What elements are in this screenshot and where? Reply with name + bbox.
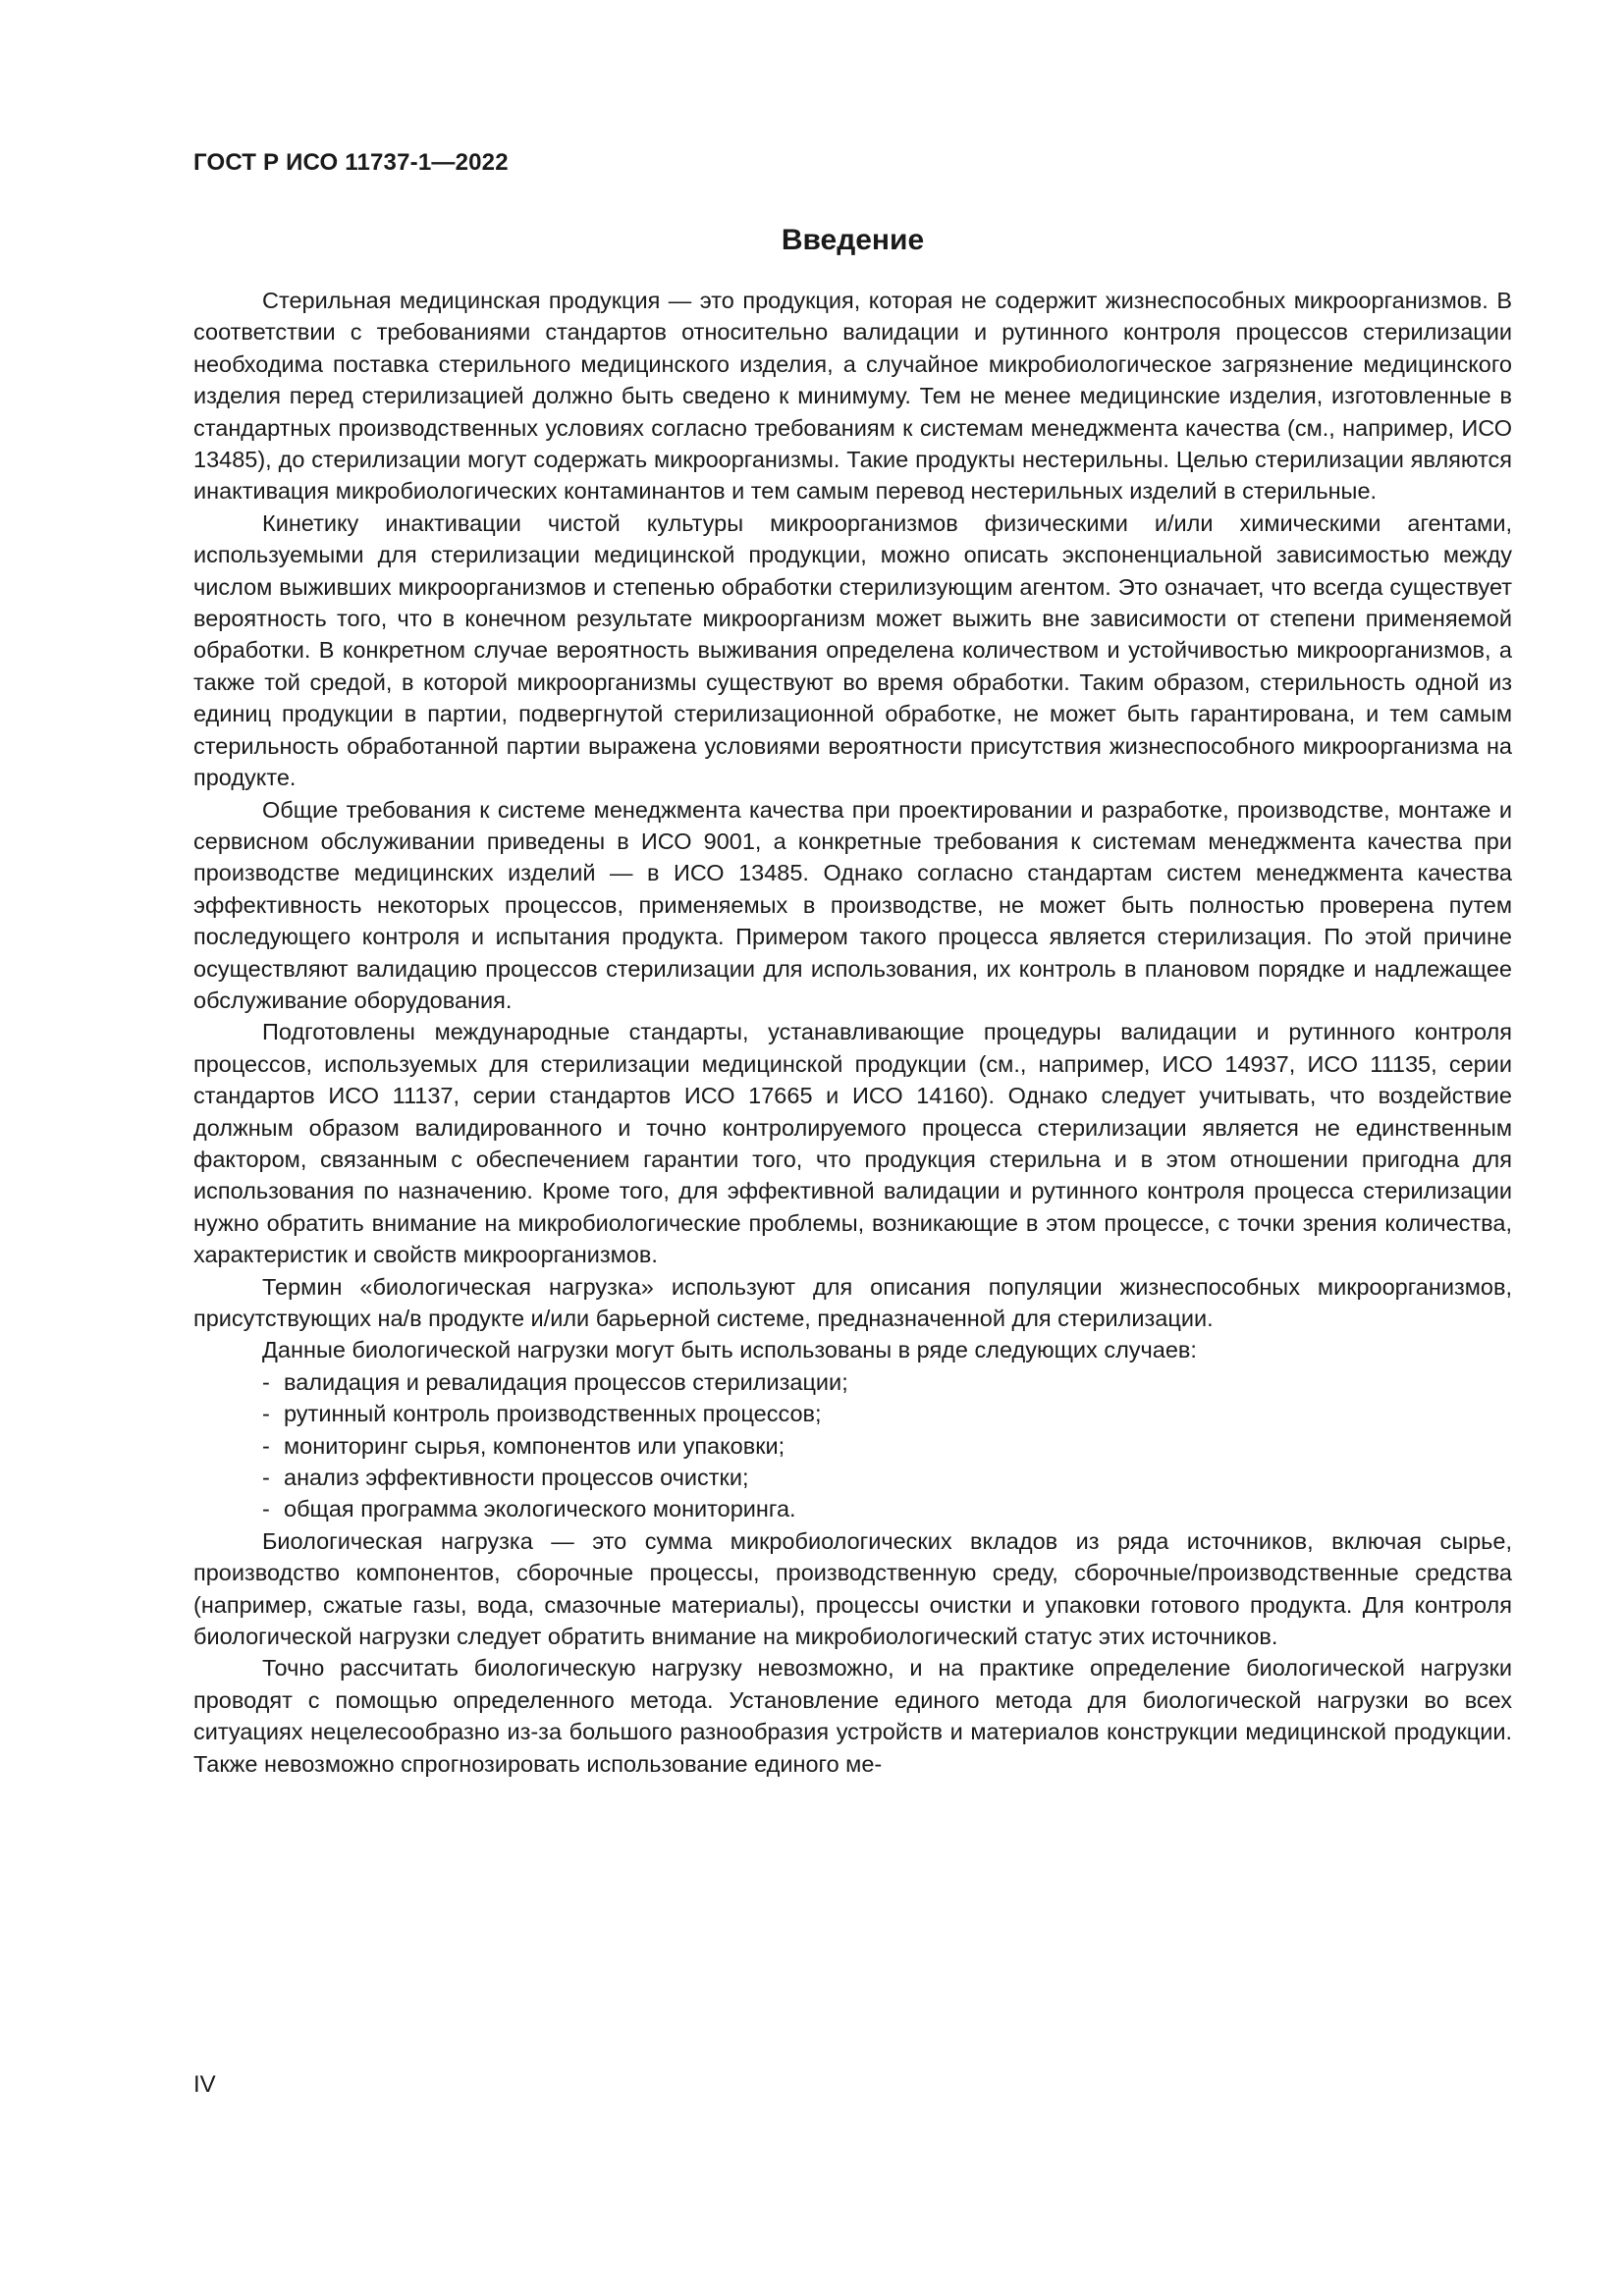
page-number: IV [193, 2071, 216, 2098]
paragraph: Кинетику инактивации чистой культуры микроорганизмов физическими и/или химическими агентами, используемыми для стерилизации медицинской продукции, можно описать экспоненциальной зависимостью между числом выживших микроорганизмов и степенью обработки стерилизующим агентом. Это означает, что всегда существует вероятность того, что в конечном результате микроорганизм может выжить вне зависимости от степени применяемой обработки. В конкретном случае вероятность выживания определена количеством и устойчивостью микроорганизмов, а также той средой, в которой микроорганизмы существуют во время обработки. Таким образом, стерильность одной из единиц продукции в партии, подвергнутой стерилизационной обработке, не может быть гарантирована, и тем самым стерильность обработанной партии выражена условиями вероятности присутствия жизнеспособного микроорганизма на продукте. [193, 509, 1512, 791]
body-text [193, 285, 1512, 1780]
list-item: - анализ эффективности процессов очистки; [262, 1462, 1512, 1493]
paragraph: Точно рассчитать биологическую нагрузку невозможно, и на практике определение биологической нагрузки проводят с помощью определенного метода. Установление единого метода для биологической нагрузки во всех ситуациях нецелесообразно из-за большого разнообразия устройств и материалов конструкции медицинской продукции. Также невозможно спрогнозировать использование единого ме- [193, 1655, 1512, 1777]
paragraph: Биологическая нагрузка — это сумма микробиологических вкладов из ряда источников, включая сырье, производство компонентов, сборочные процессы, производственную среду, сборочные/производственные средства (например, сжатые газы, вода, смазочные материалы), процессы очистки и упаковки готового продукта. Для контроля биологической нагрузки следует обратить внимание на микробиологический статус этих источников. [193, 1527, 1512, 1650]
list-item: - общая программа экологического мониторинга. [262, 1493, 1512, 1524]
paragraph: Общие требования к системе менеджмента качества при проектировании и разработке, производстве, монтаже и сервисном обслуживании приведены в ИСО 9001, а конкретные требования к системам менеджмента качества при производстве медицинских изделий — в ИСО 13485. Однако согласно стандартам систем менеджмента качества эффективность некоторых процессов, применяемых в производстве, не может быть полностью проверена путем последующего контроля и испытания продукта. Примером такого процесса является стерилизация. По этой причине осуществляют валидацию процессов стерилизации для использования, их контроль в плановом порядке и надлежащее обслуживание оборудования. [193, 796, 1512, 1013]
usage-list [193, 1366, 1512, 1525]
list-item: - валидация и ревалидация процессов стерилизации; [262, 1366, 1512, 1398]
paragraph: Данные биологической нагрузки могут быть использованы в ряде следующих случаев: [262, 1337, 1197, 1363]
paragraph: Подготовлены международные стандарты, устанавливающие процедуры валидации и рутинного контроля процессов, используемых для стерилизации медицинской продукции (см., например, ИСО 14937, ИСО 11135, серии стандартов ИСО 11137, серии стандартов ИСО 17665 и ИСО 14160). Однако следует учитывать, что воздействие должным образом валидированного и точно контролируемого процесса стерилизации является не единственным фактором, связанным с обеспечением гарантии того, что продукция стерильна и в этом отношении пригодна для использования по назначению. Кроме того, для эффективной валидации и рутинного контроля процесса стерилизации нужно обратить внимание на микробиологические проблемы, возникающие в этом процессе, с точки зрения количества, характеристик и свойств микроорганизмов. [193, 1019, 1512, 1268]
section-title: Введение [781, 224, 925, 256]
list-item: - мониторинг сырья, компонентов или упаковки; [262, 1430, 1512, 1462]
paragraph: Стерильная медицинская продукция — это продукция, которая не содержит жизнеспособных микроорганизмов. В соответствии с требованиями стандартов относительно валидации и рутинного контроля процессов стерилизации необходима поставка стерильного медицинского изделия, а случайное микробиологическое загрязнение медицинского изделия перед стерилизацией должно быть сведено к минимуму. Тем не менее медицинские изделия, изготовленные в стандартных производственных условиях согласно требованиям к системам менеджмента качества (см., например, ИСО 13485), до стерилизации могут содержать микроорганизмы. Такие продукты нестерильны. Целью стерилизации являются инактивация микробиологических контаминантов и тем самым перевод нестерильных изделий в стерильные. [193, 288, 1512, 505]
standard-id-header: ГОСТ Р ИСО 11737-1—2022 [193, 149, 509, 176]
paragraph: Термин «биологическая нагрузка» используют для описания популяции жизнеспособных микроорганизмов, присутствующих на/в продукте и/или барьерной системе, предназначенной для стерилизации. [193, 1273, 1512, 1331]
list-item: - рутинный контроль производственных процессов; [262, 1398, 1512, 1429]
